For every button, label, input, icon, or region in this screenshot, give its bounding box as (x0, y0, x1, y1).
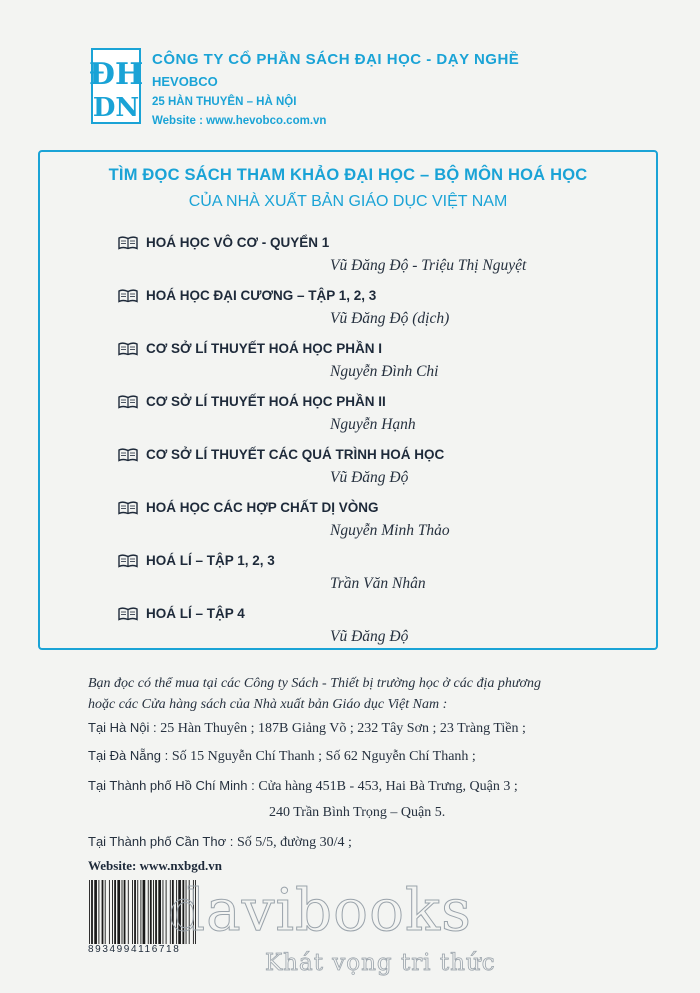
book-title-row (118, 553, 275, 568)
barcode-bar (122, 880, 123, 944)
store-danang-address: Số 15 Nguyễn Chí Thanh ; Số 62 Nguyễn Chí Thanh ; (171, 749, 476, 764)
store-hcm (88, 778, 518, 795)
book-author: Nguyễn Hạnh (330, 416, 416, 433)
book-title: HOÁ LÍ – TẬP 1, 2, 3 (146, 553, 275, 568)
store-danang (88, 748, 476, 765)
promo-title: TÌM ĐỌC SÁCH THAM KHẢO ĐẠI HỌC – BỘ MÔN HOÁ HỌC (108, 166, 588, 184)
book-title: HOÁ LÍ – TẬP 4 (146, 606, 245, 621)
barcode-bar (134, 880, 136, 944)
barcode-bar (163, 880, 164, 944)
book-author: Vũ Đăng Độ (330, 628, 409, 645)
book-author: Trần Văn Nhân (330, 575, 426, 592)
barcode-bar (112, 880, 113, 944)
store-hcm-address1: Cửa hàng 451B - 453, Hai Bà Trưng, Quận 3 ; (258, 779, 518, 794)
watermark-tagline: Khát vọng tri thức (265, 950, 496, 976)
svg-text:DN: DN (92, 93, 140, 123)
publisher-website[interactable]: Website : www.hevobco.com.vn (152, 115, 327, 127)
book-title: HOÁ HỌC VÔ CƠ - QUYỂN 1 (146, 235, 330, 250)
barcode-bar (89, 880, 90, 944)
barcode-bar (94, 880, 97, 944)
book-author: Vũ Đăng Độ (dịch) (330, 310, 450, 327)
promo-subtitle: CỦA NHÀ XUẤT BẢN GIÁO DỤC VIỆT NAM (188, 193, 508, 210)
book-title: HOÁ HỌC ĐẠI CƯƠNG – TẬP 1, 2, 3 (146, 288, 377, 303)
book-title-row (118, 500, 379, 515)
book-author: Vũ Đăng Độ - Triệu Thị Nguyệt (330, 257, 527, 274)
open-book-icon (118, 342, 140, 356)
barcode-bar (148, 880, 149, 944)
store-hanoi (88, 720, 526, 737)
book-title: HOÁ HỌC CÁC HỢP CHẤT DỊ VÒNG (146, 500, 379, 515)
book-title: CƠ SỞ LÍ THUYẾT CÁC QUÁ TRÌNH HOÁ HỌC (146, 447, 445, 462)
open-book-icon (118, 289, 140, 303)
open-book-icon (118, 554, 140, 568)
store-cantho (88, 834, 352, 851)
barcode-bar (155, 880, 157, 944)
barcode-bar (102, 880, 104, 944)
open-book-icon (118, 448, 140, 462)
open-book-icon (118, 236, 140, 250)
barcode-bar (153, 880, 154, 944)
publisher-name: CÔNG TY CỔ PHẦN SÁCH ĐẠI HỌC - DẠY NGHỀ (152, 51, 520, 68)
publisher-brand: HEVOBCO (152, 74, 218, 89)
barcode-bar (91, 880, 93, 944)
barcode-bar (128, 880, 129, 944)
barcode-bar (143, 880, 146, 944)
open-book-icon (118, 501, 140, 515)
book-title-row (118, 606, 245, 621)
book-title: CƠ SỞ LÍ THUYẾT HOÁ HỌC PHẦN II (146, 394, 386, 409)
store-danang-label: Tại Đà Nẵng : (88, 748, 169, 763)
book-title-row (118, 447, 444, 462)
barcode-bar (140, 880, 141, 944)
book-title-row (118, 288, 376, 303)
barcode-bar (114, 880, 116, 944)
book-author: Vũ Đăng Độ (330, 469, 409, 486)
publisher-address: 25 HÀN THUYÊN – HÀ NỘI (152, 96, 297, 108)
store-hanoi-address: 25 Hàn Thuyên ; 187B Giảng Võ ; 232 Tây Sơn ; 23 Tràng Tiền ; (160, 721, 526, 736)
nxbgd-website[interactable]: Website: www.nxbgd.vn (88, 858, 222, 873)
store-hcm-address2: 240 Trần Bình Trọng – Quận 5. (269, 805, 446, 820)
store-intro-line2: hoặc các Cửa hàng sách của Nhà xuất bản Giáo dục Việt Nam : (88, 697, 448, 712)
barcode-bar (105, 880, 106, 944)
book-author: Nguyễn Minh Thảo (330, 522, 450, 539)
barcode-bar (117, 880, 120, 944)
publisher-logo (88, 48, 144, 124)
open-book-icon (118, 607, 140, 621)
book-title-row (118, 394, 386, 409)
barcode-bar (132, 880, 133, 944)
svg-text:ĐH: ĐH (88, 57, 144, 92)
open-book-icon (118, 395, 140, 409)
barcode-bar (166, 880, 167, 944)
barcode-bar (158, 880, 161, 944)
book-title: CƠ SỞ LÍ THUYẾT HOÁ HỌC PHẦN I (146, 341, 383, 356)
barcode-bar (109, 880, 110, 944)
barcode-bar (124, 880, 126, 944)
book-title-row (118, 341, 382, 356)
book-author: Nguyễn Đình Chi (330, 363, 439, 380)
barcode-bar (150, 880, 152, 944)
store-intro-line1: Bạn đọc có thể mua tại các Công ty Sách - Thiết bị trường học ở các địa phương (88, 676, 541, 691)
watermark-logo: davibooks (168, 876, 472, 944)
barcode-bar (98, 880, 99, 944)
store-hcm-label: Tại Thành phố Hồ Chí Minh : (88, 778, 255, 793)
store-cantho-label: Tại Thành phố Cần Thơ : (88, 834, 234, 849)
store-cantho-address: Số 5/5, đường 30/4 ; (236, 835, 352, 850)
store-hanoi-label: Tại Hà Nội : (88, 720, 157, 735)
barcode-number: 8934994116718 (88, 944, 181, 955)
book-title-row (118, 235, 329, 250)
barcode-bar (137, 880, 138, 944)
